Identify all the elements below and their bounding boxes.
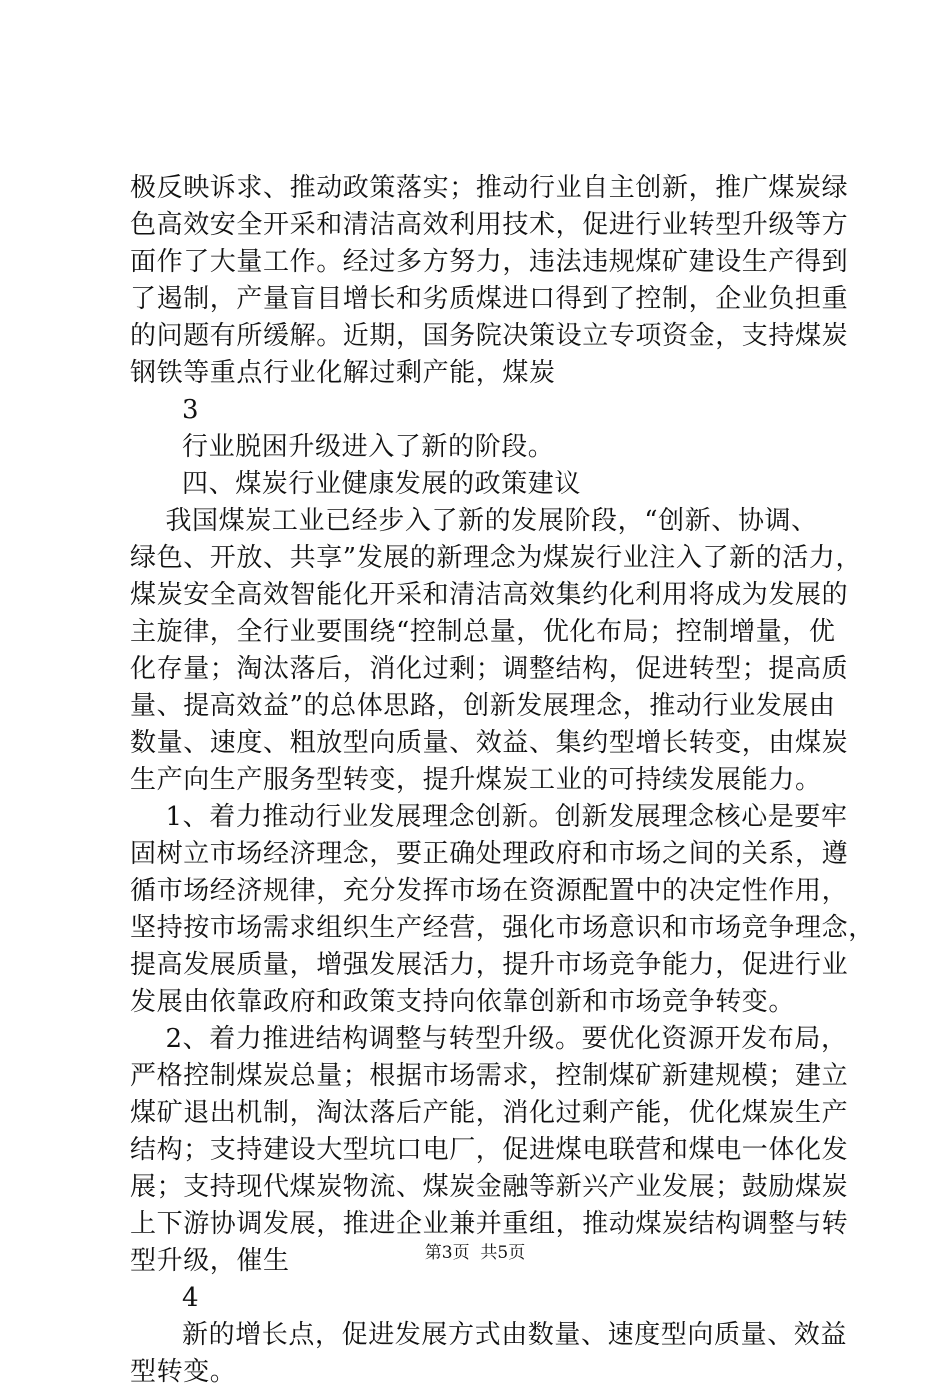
text-line: 我国煤炭工业已经步入了新的发展阶段，“创新、协调、: [130, 506, 818, 536]
text-line: 发展由依靠政府和政策支持向依靠创新和市场竞争转变。: [130, 987, 796, 1017]
text-line: 量、提高效益”的总体思路，创新发展理念，推动行业发展由: [130, 691, 836, 721]
paragraph: [130, 1021, 849, 1280]
text-line: 型转变。: [130, 1357, 237, 1387]
page-number-label: 第3页 共5页: [424, 1243, 526, 1263]
text-line: 绿色、开放、共享”发展的新理念为煤炭行业注入了新的活力，: [130, 543, 863, 573]
text-line: 行业脱困升级进入了新的阶段。: [182, 432, 555, 462]
paragraph: [130, 170, 849, 392]
paragraph: [130, 503, 863, 799]
text-line: 了遏制，产量盲目增长和劣质煤进口得到了控制，企业负担重: [130, 284, 849, 314]
text-line: 固树立市场经济理念，要正确处理政府和市场之间的关系，遵: [130, 839, 849, 869]
text-line: 色高效安全开采和清洁高效利用技术，促进行业转型升级等方: [130, 210, 849, 240]
text-line: 的问题有所缓解。近期，国务院决策设立专项资金，支持煤炭: [130, 321, 849, 351]
text-line: 1、着力推动行业发展理念创新。创新发展理念核心是要牢: [130, 802, 848, 832]
text-line: 结构；支持建设大型坑口电厂，促进煤电联营和煤电一体化发: [130, 1135, 849, 1165]
text-line: 上下游协调发展，推进企业兼并重组，推动煤炭结构调整与转: [130, 1209, 849, 1239]
text-line: 坚持按市场需求组织生产经营，强化市场意识和市场竞争理念，: [130, 913, 875, 943]
page-marker: [130, 1280, 830, 1317]
page-number-marker: 3: [182, 395, 200, 425]
paragraph: [130, 1354, 830, 1391]
text-line: 型升级，催生: [130, 1246, 290, 1276]
text-line: 煤炭安全高效智能化开采和清洁高效集约化利用将成为发展的: [130, 580, 849, 610]
text-line: 2、着力推进结构调整与转型升级。要优化资源开发布局，: [130, 1024, 848, 1054]
text-line: 面作了大量工作。经过多方努力，违法违规煤矿建设生产得到: [130, 247, 849, 277]
text-line: 钢铁等重点行业化解过剩产能，煤炭: [130, 358, 556, 388]
text-line: 煤矿退出机制，淘汰落后产能，消化过剩产能，优化煤炭生产: [130, 1098, 849, 1128]
section-heading: [130, 466, 830, 503]
text-line: 化存量；淘汰落后，消化过剩；调整结构，促进转型；提高质: [130, 654, 849, 684]
text-line: 严格控制煤炭总量；根据市场需求，控制煤矿新建规模；建立: [130, 1061, 849, 1091]
heading-text: 四、煤炭行业健康发展的政策建议: [182, 469, 582, 499]
text-line: 数量、速度、粗放型向质量、效益、集约型增长转变，由煤炭: [130, 728, 849, 758]
text-line: 生产向生产服务型转变，提升煤炭工业的可持续发展能力。: [130, 765, 822, 795]
page-marker: [130, 392, 830, 429]
page-footer: [0, 1243, 950, 1263]
paragraph: [130, 1317, 848, 1354]
page-number-marker: 4: [182, 1283, 200, 1313]
text-line: 展；支持现代煤炭物流、煤炭金融等新兴产业发展；鼓励煤炭: [130, 1172, 849, 1202]
paragraph: [130, 429, 830, 466]
text-line: 主旋律，全行业要围绕“控制总量，优化布局；控制增量，优: [130, 617, 836, 647]
text-line: 新的增长点，促进发展方式由数量、速度型向质量、效益: [182, 1320, 848, 1350]
text-line: 提高发展质量，增强发展活力，提升市场竞争能力，促进行业: [130, 950, 849, 980]
text-line: 循市场经济规律，充分发挥市场在资源配置中的决定性作用，: [130, 876, 849, 906]
paragraph: [130, 799, 875, 1021]
document-body: [130, 170, 875, 1391]
text-line: 极反映诉求、推动政策落实；推动行业自主创新，推广煤炭绿: [130, 173, 849, 203]
